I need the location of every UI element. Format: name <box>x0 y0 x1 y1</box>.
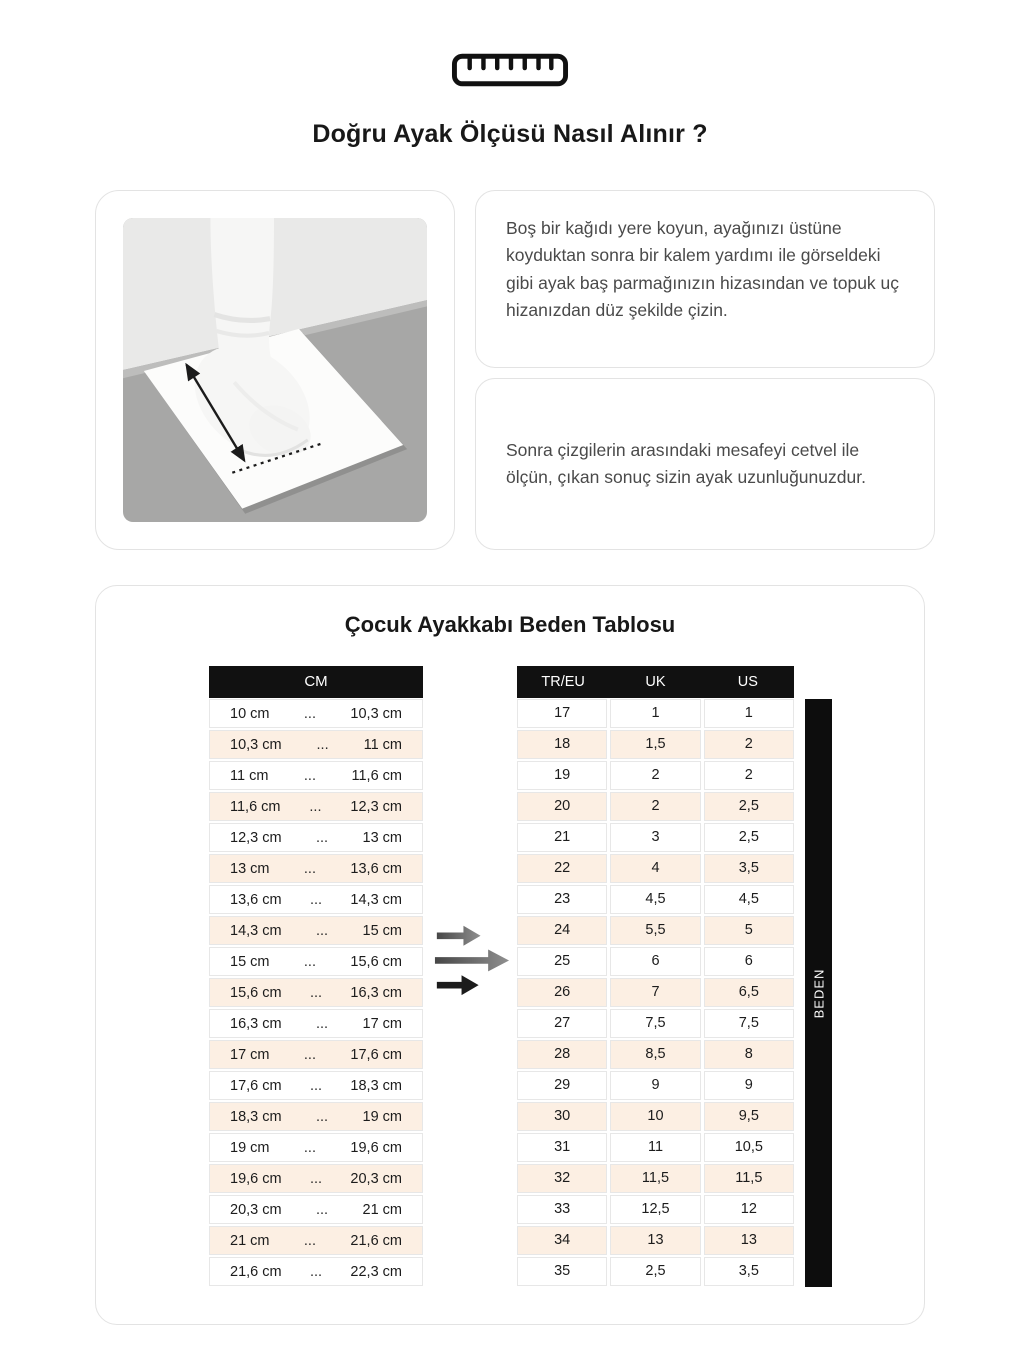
page-title: Doğru Ayak Ölçüsü Nasıl Alınır ? <box>312 120 708 148</box>
uk-size: 12,5 <box>610 1195 700 1224</box>
us-size: 6 <box>704 947 794 976</box>
uk-size: 2,5 <box>610 1257 700 1286</box>
uk-size: 4,5 <box>610 885 700 914</box>
range-separator: ... <box>316 736 329 753</box>
cm-to-value: 22,3 cm <box>350 1263 402 1280</box>
range-separator: ... <box>303 705 316 722</box>
conversion-arrows-icon <box>434 922 510 998</box>
size-row <box>517 1040 794 1069</box>
cm-range-row <box>209 1133 423 1162</box>
size-row <box>517 1133 794 1162</box>
range-separator: ... <box>309 1170 323 1187</box>
tr-eu-size: 17 <box>517 699 607 728</box>
us-size: 12 <box>704 1195 794 1224</box>
size-row <box>517 1226 794 1255</box>
cm-range-row <box>209 1102 423 1131</box>
foot-measurement-photo <box>123 218 427 522</box>
cm-from-value: 16,3 cm <box>230 1015 282 1032</box>
cm-from-value: 21,6 cm <box>230 1263 282 1280</box>
cm-from-value: 10,3 cm <box>230 736 282 753</box>
cm-to-value: 16,3 cm <box>350 984 402 1001</box>
cm-range-row <box>209 1040 423 1069</box>
size-row <box>517 730 794 759</box>
us-size: 2 <box>704 730 794 759</box>
size-table-section <box>95 585 925 1325</box>
us-size: 2 <box>704 761 794 790</box>
cm-from-value: 13,6 cm <box>230 891 282 908</box>
uk-size: 11,5 <box>610 1164 700 1193</box>
uk-size: 1,5 <box>610 730 700 759</box>
range-separator: ... <box>309 1077 323 1094</box>
uk-size: 6 <box>610 947 700 976</box>
range-separator: ... <box>303 1139 316 1156</box>
cm-to-value: 13,6 cm <box>350 860 402 877</box>
cm-range-row <box>209 1009 423 1038</box>
range-separator: ... <box>303 1232 316 1249</box>
range-separator: ... <box>309 984 323 1001</box>
cm-from-value: 11 cm <box>230 767 269 784</box>
cm-from-value: 12,3 cm <box>230 829 282 846</box>
cm-range-row <box>209 1071 423 1100</box>
us-size: 2,5 <box>704 792 794 821</box>
cm-range-row <box>209 1257 423 1286</box>
cm-to-value: 13 cm <box>362 829 402 846</box>
range-separator: ... <box>316 922 329 939</box>
col-header-us: US <box>737 674 758 690</box>
tr-eu-size: 26 <box>517 978 607 1007</box>
instruction-step-2 <box>475 378 935 550</box>
range-separator: ... <box>309 1263 323 1280</box>
range-separator: ... <box>316 1201 329 1218</box>
cm-range-row <box>209 916 423 945</box>
cm-range-row <box>209 699 423 728</box>
range-separator: ... <box>316 829 329 846</box>
us-size: 3,5 <box>704 854 794 883</box>
cm-from-value: 19,6 cm <box>230 1170 282 1187</box>
cm-to-value: 12,3 cm <box>350 798 402 815</box>
us-size: 8 <box>704 1040 794 1069</box>
cm-range-row <box>209 730 423 759</box>
range-separator: ... <box>303 1046 316 1063</box>
size-row <box>517 978 794 1007</box>
cm-table-header: CM <box>209 666 423 698</box>
tr-eu-size: 23 <box>517 885 607 914</box>
tr-eu-size: 33 <box>517 1195 607 1224</box>
cm-to-value: 20,3 cm <box>350 1170 402 1187</box>
cm-table-body <box>209 699 423 1286</box>
tr-eu-size: 21 <box>517 823 607 852</box>
range-separator: ... <box>309 798 322 815</box>
cm-from-value: 17,6 cm <box>230 1077 282 1094</box>
uk-size: 8,5 <box>610 1040 700 1069</box>
size-axis-label: BEDEN <box>811 968 827 1018</box>
cm-range-row <box>209 1226 423 1255</box>
tr-eu-size: 19 <box>517 761 607 790</box>
cm-from-value: 10 cm <box>230 705 270 722</box>
us-size: 9 <box>704 1071 794 1100</box>
size-table-header <box>517 666 794 698</box>
uk-size: 11 <box>610 1133 700 1162</box>
uk-size: 5,5 <box>610 916 700 945</box>
instruction-step-1 <box>475 190 935 368</box>
range-separator: ... <box>303 953 316 970</box>
size-row <box>517 761 794 790</box>
size-row <box>517 823 794 852</box>
us-size: 9,5 <box>704 1102 794 1131</box>
size-row <box>517 1164 794 1193</box>
us-size: 4,5 <box>704 885 794 914</box>
size-row <box>517 916 794 945</box>
cm-to-value: 15 cm <box>362 922 402 939</box>
cm-to-value: 21 cm <box>362 1201 402 1218</box>
size-row <box>517 1257 794 1286</box>
size-table-body <box>517 699 794 1286</box>
tr-eu-size: 34 <box>517 1226 607 1255</box>
us-size: 11,5 <box>704 1164 794 1193</box>
uk-size: 9 <box>610 1071 700 1100</box>
us-size: 5 <box>704 916 794 945</box>
tr-eu-size: 24 <box>517 916 607 945</box>
tr-eu-size: 32 <box>517 1164 607 1193</box>
us-size: 6,5 <box>704 978 794 1007</box>
tr-eu-size: 35 <box>517 1257 607 1286</box>
uk-size: 7,5 <box>610 1009 700 1038</box>
tr-eu-size: 20 <box>517 792 607 821</box>
uk-size: 2 <box>610 792 700 821</box>
uk-size: 7 <box>610 978 700 1007</box>
cm-from-value: 17 cm <box>230 1046 270 1063</box>
us-size: 1 <box>704 699 794 728</box>
size-row <box>517 1071 794 1100</box>
col-header-tr-eu: TR/EU <box>541 674 585 690</box>
cm-to-value: 17,6 cm <box>350 1046 402 1063</box>
cm-from-value: 19 cm <box>230 1139 270 1156</box>
size-row <box>517 699 794 728</box>
size-table-title: Çocuk Ayakkabı Beden Tablosu <box>344 612 676 637</box>
tr-eu-size: 27 <box>517 1009 607 1038</box>
range-separator: ... <box>309 891 323 908</box>
cm-range-row <box>209 792 423 821</box>
uk-size: 4 <box>610 854 700 883</box>
cm-to-value: 19 cm <box>362 1108 402 1125</box>
uk-size: 2 <box>610 761 700 790</box>
us-size: 3,5 <box>704 1257 794 1286</box>
cm-range-row <box>209 761 423 790</box>
size-row <box>517 1195 794 1224</box>
col-header-uk: UK <box>645 674 666 690</box>
cm-range-row <box>209 823 423 852</box>
cm-to-value: 10,3 cm <box>350 705 402 722</box>
tr-eu-size: 30 <box>517 1102 607 1131</box>
cm-range-row <box>209 854 423 883</box>
instruction-step-2-text: Sonra çizgilerin arasındaki mesafeyi cetvel ile ölçün, çıkan sonuç sizin ayak uzunluğunuzdur. <box>506 439 866 487</box>
cm-range-row <box>209 978 423 1007</box>
size-row <box>517 792 794 821</box>
tr-eu-size: 28 <box>517 1040 607 1069</box>
size-row <box>517 1102 794 1131</box>
cm-to-value: 17 cm <box>362 1015 402 1032</box>
cm-from-value: 15,6 cm <box>230 984 282 1001</box>
cm-from-value: 13 cm <box>230 860 270 877</box>
cm-to-value: 11 cm <box>363 736 402 753</box>
tr-eu-size: 31 <box>517 1133 607 1162</box>
size-conversion-table <box>517 666 794 1288</box>
cm-from-value: 20,3 cm <box>230 1201 282 1218</box>
cm-from-value: 15 cm <box>230 953 270 970</box>
foot-measurement-photo-card <box>95 190 455 550</box>
range-separator: ... <box>316 1015 329 1032</box>
uk-size: 3 <box>610 823 700 852</box>
cm-to-value: 18,3 cm <box>350 1077 402 1094</box>
size-row <box>517 854 794 883</box>
cm-to-value: 14,3 cm <box>350 891 402 908</box>
cm-range-row <box>209 947 423 976</box>
uk-size: 1 <box>610 699 700 728</box>
cm-to-value: 21,6 cm <box>350 1232 402 1249</box>
cm-from-value: 11,6 cm <box>230 798 281 815</box>
range-separator: ... <box>303 767 316 784</box>
size-axis-label-bar <box>805 699 832 1287</box>
size-row <box>517 1009 794 1038</box>
uk-size: 13 <box>610 1226 700 1255</box>
cm-to-value: 15,6 cm <box>350 953 402 970</box>
size-row <box>517 885 794 914</box>
cm-table <box>209 666 423 1288</box>
us-size: 10,5 <box>704 1133 794 1162</box>
tr-eu-size: 18 <box>517 730 607 759</box>
cm-range-row <box>209 1164 423 1193</box>
us-size: 13 <box>704 1226 794 1255</box>
range-separator: ... <box>303 860 316 877</box>
size-row <box>517 947 794 976</box>
instruction-step-1-text: Boş bir kağıdı yere koyun, ayağınızı üstüne koyduktan sonra bir kalem yardımı ile görseldeki gibi ayak baş parmağınızın hizasından ve topuk uç hizanızdan düz şekilde çizin. <box>506 218 900 320</box>
cm-from-value: 21 cm <box>230 1232 270 1249</box>
us-size: 2,5 <box>704 823 794 852</box>
cm-from-value: 18,3 cm <box>230 1108 282 1125</box>
cm-from-value: 14,3 cm <box>230 922 282 939</box>
tr-eu-size: 25 <box>517 947 607 976</box>
cm-range-row <box>209 885 423 914</box>
uk-size: 10 <box>610 1102 700 1131</box>
tr-eu-size: 22 <box>517 854 607 883</box>
cm-to-value: 19,6 cm <box>350 1139 402 1156</box>
tr-eu-size: 29 <box>517 1071 607 1100</box>
ruler-icon <box>451 52 569 93</box>
us-size: 7,5 <box>704 1009 794 1038</box>
cm-range-row <box>209 1195 423 1224</box>
range-separator: ... <box>316 1108 329 1125</box>
cm-to-value: 11,6 cm <box>351 767 402 784</box>
